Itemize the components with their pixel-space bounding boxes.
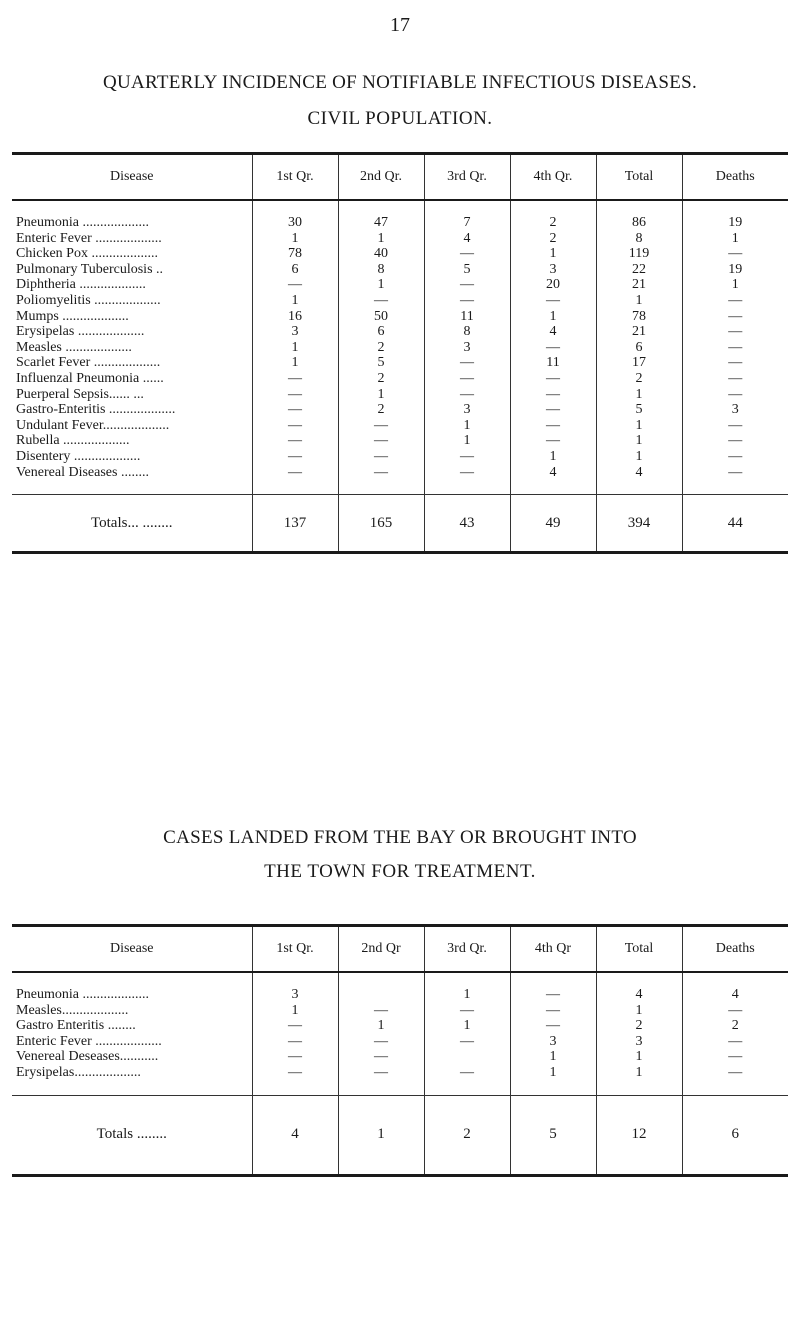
cell-total: 22	[596, 262, 682, 278]
cell-q2: 1	[338, 387, 424, 403]
cell-total: 1	[596, 1065, 682, 1081]
disease-name: Measles...................	[16, 1002, 129, 1018]
cell-q2: —	[338, 1065, 424, 1081]
cell-q1: 30	[252, 215, 338, 231]
table-row	[12, 433, 788, 449]
disease-name: Disentery ...................	[16, 448, 141, 464]
cell-total: 4	[596, 987, 682, 1003]
column-header: Total	[596, 154, 682, 201]
cell-q3: 3	[424, 402, 510, 418]
cell-q2: 2	[338, 402, 424, 418]
column-header: 4th Qr.	[510, 154, 596, 201]
cell-deaths: —	[682, 418, 788, 434]
cell-q4: 1	[510, 449, 596, 465]
cell-q3: —	[424, 355, 510, 371]
cell-total: 2	[596, 371, 682, 387]
cell-deaths: —	[682, 340, 788, 356]
table-row	[12, 465, 788, 481]
cell-q3: —	[424, 246, 510, 262]
table-row	[12, 340, 788, 356]
cell-deaths: —	[682, 465, 788, 481]
table-row	[12, 449, 788, 465]
cell-total: 21	[596, 324, 682, 340]
cell-q3: —	[424, 387, 510, 403]
cell-q4: —	[510, 433, 596, 449]
table-row	[12, 1034, 788, 1050]
cell-q4: 3	[510, 1034, 596, 1050]
cell-total: 5	[596, 402, 682, 418]
cell-q1: —	[252, 1049, 338, 1065]
cell-q4: 4	[510, 465, 596, 481]
cell-total: 119	[596, 246, 682, 262]
cell-q1: 1	[252, 340, 338, 356]
cell-q4: 2	[510, 231, 596, 247]
column-header: 3rd Qr.	[424, 154, 510, 201]
cell-q3: 4	[424, 231, 510, 247]
cell-q4: —	[510, 340, 596, 356]
cell-q2: 8	[338, 262, 424, 278]
cell-q2: —	[338, 433, 424, 449]
disease-name: Gastro-Enteritis ...................	[16, 402, 176, 418]
totals-label: Totals ........	[12, 1095, 252, 1175]
cell-total: 1	[596, 418, 682, 434]
table-row	[12, 371, 788, 387]
cell-q1: —	[252, 1018, 338, 1034]
disease-name: Erysipelas...................	[16, 1064, 141, 1080]
disease-name: Chicken Pox ...................	[16, 246, 158, 262]
total-q1: 4	[252, 1095, 338, 1175]
cell-q2: —	[338, 449, 424, 465]
cell-q1: —	[252, 371, 338, 387]
table-row	[12, 387, 788, 403]
column-header: 1st Qr.	[252, 926, 338, 973]
cell-deaths: —	[682, 1003, 788, 1019]
cell-total: 8	[596, 231, 682, 247]
cell-q2: —	[338, 1003, 424, 1019]
page-number: 17	[390, 14, 410, 36]
cell-total: 2	[596, 1018, 682, 1034]
cell-q4: 4	[510, 324, 596, 340]
table-row	[12, 277, 788, 293]
cell-q4: 1	[510, 1049, 596, 1065]
cell-q2: —	[338, 465, 424, 481]
cell-q3	[424, 1049, 510, 1065]
cell-q4: 1	[510, 309, 596, 325]
disease-name: Gastro Enteritis ........	[16, 1018, 136, 1034]
cell-total: 1	[596, 433, 682, 449]
cell-q2: 6	[338, 324, 424, 340]
cell-q4: 1	[510, 1065, 596, 1081]
cell-q1: —	[252, 449, 338, 465]
table-header-row	[12, 154, 788, 201]
disease-name: Erysipelas ...................	[16, 324, 145, 340]
total-q2: 1	[338, 1095, 424, 1175]
cell-q1: 1	[252, 1003, 338, 1019]
cell-q3: 7	[424, 215, 510, 231]
cell-total: 1	[596, 293, 682, 309]
cell-q4: 11	[510, 355, 596, 371]
column-header: Disease	[12, 926, 252, 973]
cell-q1: 16	[252, 309, 338, 325]
column-header: 1st Qr.	[252, 154, 338, 201]
cell-q1: —	[252, 1065, 338, 1081]
cell-total: 78	[596, 309, 682, 325]
cell-q4: 3	[510, 262, 596, 278]
totals-row	[12, 495, 788, 553]
disease-name: Pneumonia ...................	[16, 215, 149, 230]
cases-landed-table	[12, 924, 788, 1177]
cell-deaths: —	[682, 246, 788, 262]
cell-q4: —	[510, 402, 596, 418]
column-header: Deaths	[682, 154, 788, 201]
disease-name: Pneumonia ...................	[16, 987, 149, 1002]
cell-q3: —	[424, 1003, 510, 1019]
civil-population-table	[12, 152, 788, 554]
section1-title: QUARTERLY INCIDENCE OF NOTIFIABLE INFECTIOUS DISEASES.	[102, 72, 698, 93]
table-row	[12, 262, 788, 278]
total-total: 394	[596, 495, 682, 553]
total-q3: 2	[424, 1095, 510, 1175]
cell-q3: —	[424, 371, 510, 387]
table-row	[12, 1018, 788, 1034]
cell-total: 4	[596, 465, 682, 481]
cell-total: 1	[596, 449, 682, 465]
table-body	[12, 200, 788, 553]
cell-q3: 1	[424, 418, 510, 434]
cell-deaths: —	[682, 387, 788, 403]
disease-name: Poliomyelitis ...................	[16, 292, 161, 308]
cell-total: 1	[596, 1003, 682, 1019]
cell-q2: —	[338, 293, 424, 309]
table-row	[12, 355, 788, 371]
cell-deaths: —	[682, 355, 788, 371]
section2-subtitle: THE TOWN FOR TREATMENT.	[264, 861, 536, 882]
disease-name: Enteric Fever ...................	[16, 1033, 162, 1049]
cell-deaths: 1	[682, 231, 788, 247]
total-q4: 5	[510, 1095, 596, 1175]
cell-q4: —	[510, 987, 596, 1003]
cell-q2: 1	[338, 231, 424, 247]
table-row	[12, 324, 788, 340]
cell-q2: 1	[338, 277, 424, 293]
cell-q4: —	[510, 293, 596, 309]
table-row	[12, 1049, 788, 1065]
cell-deaths: —	[682, 293, 788, 309]
cell-total: 1	[596, 1049, 682, 1065]
cell-deaths: —	[682, 1034, 788, 1050]
cell-q1: —	[252, 402, 338, 418]
table-body	[12, 972, 788, 1175]
cell-q3: —	[424, 293, 510, 309]
section2-title: CASES LANDED FROM THE BAY OR BROUGHT INTO	[163, 827, 637, 848]
column-header: Disease	[12, 154, 252, 201]
cell-q1: —	[252, 387, 338, 403]
disease-name: Rubella ...................	[16, 433, 130, 449]
cell-q4: —	[510, 371, 596, 387]
cell-q1: 78	[252, 246, 338, 262]
cell-q2: 1	[338, 1018, 424, 1034]
cell-q4: 2	[510, 215, 596, 231]
total-total: 12	[596, 1095, 682, 1175]
column-header: 2nd Qr.	[338, 154, 424, 201]
cell-q3: 3	[424, 340, 510, 356]
table-header-row	[12, 926, 788, 973]
cell-q3: 1	[424, 1018, 510, 1034]
cell-deaths: —	[682, 324, 788, 340]
cell-q1: —	[252, 433, 338, 449]
cell-q1: 1	[252, 293, 338, 309]
cell-deaths: 3	[682, 402, 788, 418]
totals-row	[12, 1095, 788, 1175]
cell-deaths: —	[682, 1049, 788, 1065]
cell-q1: —	[252, 1034, 338, 1050]
cell-q3: —	[424, 277, 510, 293]
cell-q3: 8	[424, 324, 510, 340]
cell-deaths: 2	[682, 1018, 788, 1034]
cell-q3: 1	[424, 987, 510, 1003]
cell-q1: 1	[252, 355, 338, 371]
cell-q3: —	[424, 465, 510, 481]
disease-name: Measles ...................	[16, 339, 132, 355]
cell-q3: —	[424, 449, 510, 465]
total-q4: 49	[510, 495, 596, 553]
cell-q2: 2	[338, 340, 424, 356]
cell-q3: 11	[424, 309, 510, 325]
cell-deaths: 19	[682, 262, 788, 278]
cell-q1: 6	[252, 262, 338, 278]
cell-deaths: —	[682, 433, 788, 449]
cell-q1: 3	[252, 324, 338, 340]
totals-label: Totals... ........	[12, 495, 252, 553]
cell-q1: —	[252, 465, 338, 481]
cell-q3: 5	[424, 262, 510, 278]
cell-deaths: 19	[682, 215, 788, 231]
cell-q2	[338, 987, 424, 1003]
section1-subtitle: CIVIL POPULATION.	[307, 108, 493, 129]
cell-q4: 20	[510, 277, 596, 293]
cell-total: 3	[596, 1034, 682, 1050]
column-header: Total	[596, 926, 682, 973]
table-row	[12, 293, 788, 309]
cell-deaths: —	[682, 371, 788, 387]
total-deaths: 44	[682, 495, 788, 553]
cell-q4: —	[510, 387, 596, 403]
disease-name: Diphtheria ...................	[16, 277, 146, 293]
disease-name: Scarlet Fever ...................	[16, 355, 161, 371]
disease-name: Undulant Fever...................	[16, 417, 170, 433]
cell-q4: —	[510, 1003, 596, 1019]
table-row	[12, 231, 788, 247]
cell-q1: —	[252, 277, 338, 293]
cell-total: 86	[596, 215, 682, 231]
cell-q4: 1	[510, 246, 596, 262]
disease-name: Pulmonary Tuberculosis ..	[16, 261, 164, 277]
cell-q1: —	[252, 418, 338, 434]
table-row	[12, 1003, 788, 1019]
cell-q2: 50	[338, 309, 424, 325]
cell-deaths: —	[682, 1065, 788, 1081]
cell-q2: 40	[338, 246, 424, 262]
disease-name: Puerperal Sepsis...... ...	[16, 386, 144, 402]
table-row	[12, 215, 788, 231]
cell-deaths: 1	[682, 277, 788, 293]
cell-q3: —	[424, 1065, 510, 1081]
column-header: 3rd Qr.	[424, 926, 510, 973]
cell-q1: 1	[252, 231, 338, 247]
total-deaths: 6	[682, 1095, 788, 1175]
total-q1: 137	[252, 495, 338, 553]
cell-deaths: —	[682, 309, 788, 325]
cell-q2: 5	[338, 355, 424, 371]
column-header: Deaths	[682, 926, 788, 973]
table-row	[12, 246, 788, 262]
table-row	[12, 402, 788, 418]
disease-name: Mumps ...................	[16, 308, 129, 324]
cell-total: 17	[596, 355, 682, 371]
table-row	[12, 418, 788, 434]
disease-name: Influenzal Pneumonia ......	[16, 370, 164, 386]
cell-deaths: —	[682, 449, 788, 465]
cell-q2: 47	[338, 215, 424, 231]
cell-total: 21	[596, 277, 682, 293]
cell-total: 1	[596, 387, 682, 403]
table-row	[12, 1065, 788, 1081]
cell-q2: 2	[338, 371, 424, 387]
cell-q3: —	[424, 1034, 510, 1050]
total-q2: 165	[338, 495, 424, 553]
cell-deaths: 4	[682, 987, 788, 1003]
cell-q3: 1	[424, 433, 510, 449]
cell-q4: —	[510, 418, 596, 434]
disease-name: Venereal Deseases...........	[16, 1049, 159, 1065]
cell-total: 6	[596, 340, 682, 356]
cell-q2: —	[338, 1034, 424, 1050]
total-q3: 43	[424, 495, 510, 553]
table-row	[12, 309, 788, 325]
table-row	[12, 987, 788, 1003]
disease-name: Venereal Diseases ........	[16, 464, 149, 480]
disease-name: Enteric Fever ...................	[16, 230, 162, 246]
cell-q2: —	[338, 1049, 424, 1065]
column-header: 4th Qr	[510, 926, 596, 973]
cell-q4: —	[510, 1018, 596, 1034]
cell-q1: 3	[252, 987, 338, 1003]
column-header: 2nd Qr	[338, 926, 424, 973]
cell-q2: —	[338, 418, 424, 434]
